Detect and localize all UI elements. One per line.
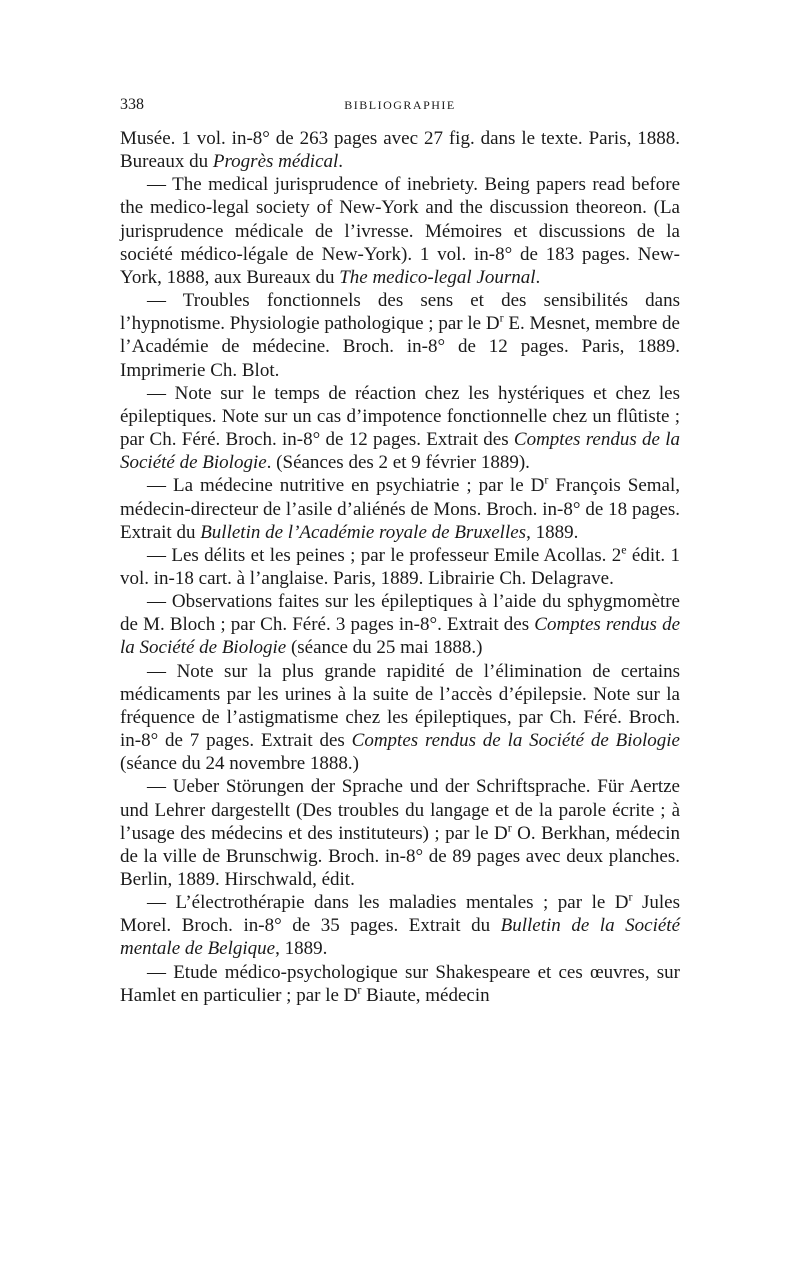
entry-text: — Observations faites sur les épileptiques à l’aide du sphygmomètre de M. Bloch ; par Ch. Féré. 3 pages in-8°. Extrait des	[120, 591, 680, 636]
entry-text: , 1889.	[275, 938, 328, 960]
entry-text: Biaute, médecin	[361, 984, 490, 1006]
page-number: 338	[120, 96, 144, 113]
bibliography-entry	[120, 961, 680, 1007]
bibliography-entry	[120, 173, 680, 289]
entry-text: — La médecine nutritive en psychiatrie ; par le D	[147, 475, 545, 497]
entry-text: , 1889.	[526, 521, 579, 543]
bibliography-entry	[120, 660, 680, 776]
entry-text: édit. 1 vol. in-18 cart. à l’anglaise. Paris, 1889. Librairie Ch. Delagrave.	[120, 544, 680, 589]
bibliography-list	[120, 127, 680, 1007]
entry-text: E. Mesnet, membre de l’Académie de médecine. Broch. in-8° de 12 pages. Paris, 1889. Imprimerie Ch. Blot.	[120, 313, 680, 381]
bibliography-entry	[120, 891, 680, 960]
entry-text: — Note sur le temps de réaction chez les hystériques et chez les épileptiques. Note sur un cas d’impotence fonctionnelle chez un flûtiste ; par Ch. Féré. Broch. in-8° de 12 pages. Extrait des	[120, 382, 680, 451]
entry-text: Jules Morel. Broch. in-8° de 35 pages. Extrait du	[120, 892, 680, 937]
superscript: r	[357, 982, 362, 997]
bibliography-entry	[120, 382, 680, 475]
entry-text: . (Séances des 2 et 9 février 1889).	[266, 452, 530, 474]
entry-text: — Troubles fonctionnels des sens et des sensibilités dans l’hypnotisme. Physiologie pathologique ; par le D	[120, 290, 680, 335]
entry-text: — Etude médico-psychologique sur Shakespeare et ces œuvres, sur Hamlet en particulier ; par le D	[120, 961, 680, 1006]
entry-text: — L’électrothérapie dans les maladies mentales ; par le D	[147, 892, 629, 914]
superscript: e	[621, 542, 627, 557]
entry-text: (séance du 25 mai 1888.)	[286, 637, 483, 659]
superscript: r	[544, 473, 549, 488]
running-title: BIBLIOGRAPHIE	[344, 98, 456, 112]
italic-title: Bulletin de l’Académie royale de Bruxelles	[200, 521, 527, 543]
running-head	[120, 92, 680, 118]
bibliography-entry	[120, 474, 680, 543]
superscript: r	[628, 889, 633, 904]
italic-title: The medico-legal Journal	[339, 266, 536, 288]
entry-text: .	[535, 266, 541, 288]
bibliography-entry	[120, 590, 680, 659]
bibliography-entry	[120, 775, 680, 891]
italic-title: Comptes rendus de la Société de Biologie	[120, 429, 680, 474]
italic-title: Comptes rendus de la Société de Biologie	[120, 614, 680, 659]
italic-title: Comptes rendus de la Société de Biologie	[351, 730, 680, 752]
superscript: r	[507, 820, 512, 835]
book-page	[120, 92, 680, 1007]
entry-text: — The medical jurisprudence of inebriety. Being papers read before the medico-legal society of New-York and the discussion theoreon. (La jurisprudence médicale de l’ivresse. Mémoires et discussions de la société médico-légale de New-York). 1 vol. in-8° de 183 pages. New-York, 1888, aux Bureaux du	[120, 174, 680, 288]
italic-title: Progrès médical	[212, 151, 339, 173]
entry-text: O. Berkhan, médecin de la ville de Brunschwig. Broch. in-8° de 89 pages avec deux planches. Berlin, 1889. Hirschwald, édit.	[120, 822, 680, 890]
entry-text: — Note sur la plus grande rapidité de l’élimination de certains médicaments par les urines à la suite de l’accès d’épilepsie. Note sur la fréquence de l’astigmatisme chez les épileptiques, par Ch. Féré. Broch. in-8° de 7 pages. Extrait des	[120, 660, 680, 752]
entry-text: — Les délits et les peines ; par le professeur Emile Acollas. 2	[147, 544, 622, 566]
entry-text: Musée. 1 vol. in-8° de 263 pages avec 27 fig. dans le texte. Paris, 1888. Bureaux du	[120, 128, 680, 173]
entry-text: (séance du 24 novembre 1888.)	[120, 753, 360, 775]
entry-text: .	[338, 151, 344, 173]
bibliography-entry	[120, 289, 680, 382]
italic-title: Bulletin de la Société mentale de Belgique	[120, 915, 680, 960]
superscript: r	[499, 310, 504, 325]
bibliography-entry	[120, 544, 680, 590]
entry-text: François Semal, médecin-directeur de l’asile d’aliénés de Mons. Broch. in-8° de 18 pages. Extrait du	[120, 475, 680, 543]
entry-text: — Ueber Störungen der Sprache und der Schriftsprache. Für Aertze und Lehrer dargestellt (Des troubles du langage et de la parole écrite ; à l’usage des médecins et des instituteurs) ; par le D	[120, 776, 680, 844]
bibliography-entry	[120, 127, 680, 173]
